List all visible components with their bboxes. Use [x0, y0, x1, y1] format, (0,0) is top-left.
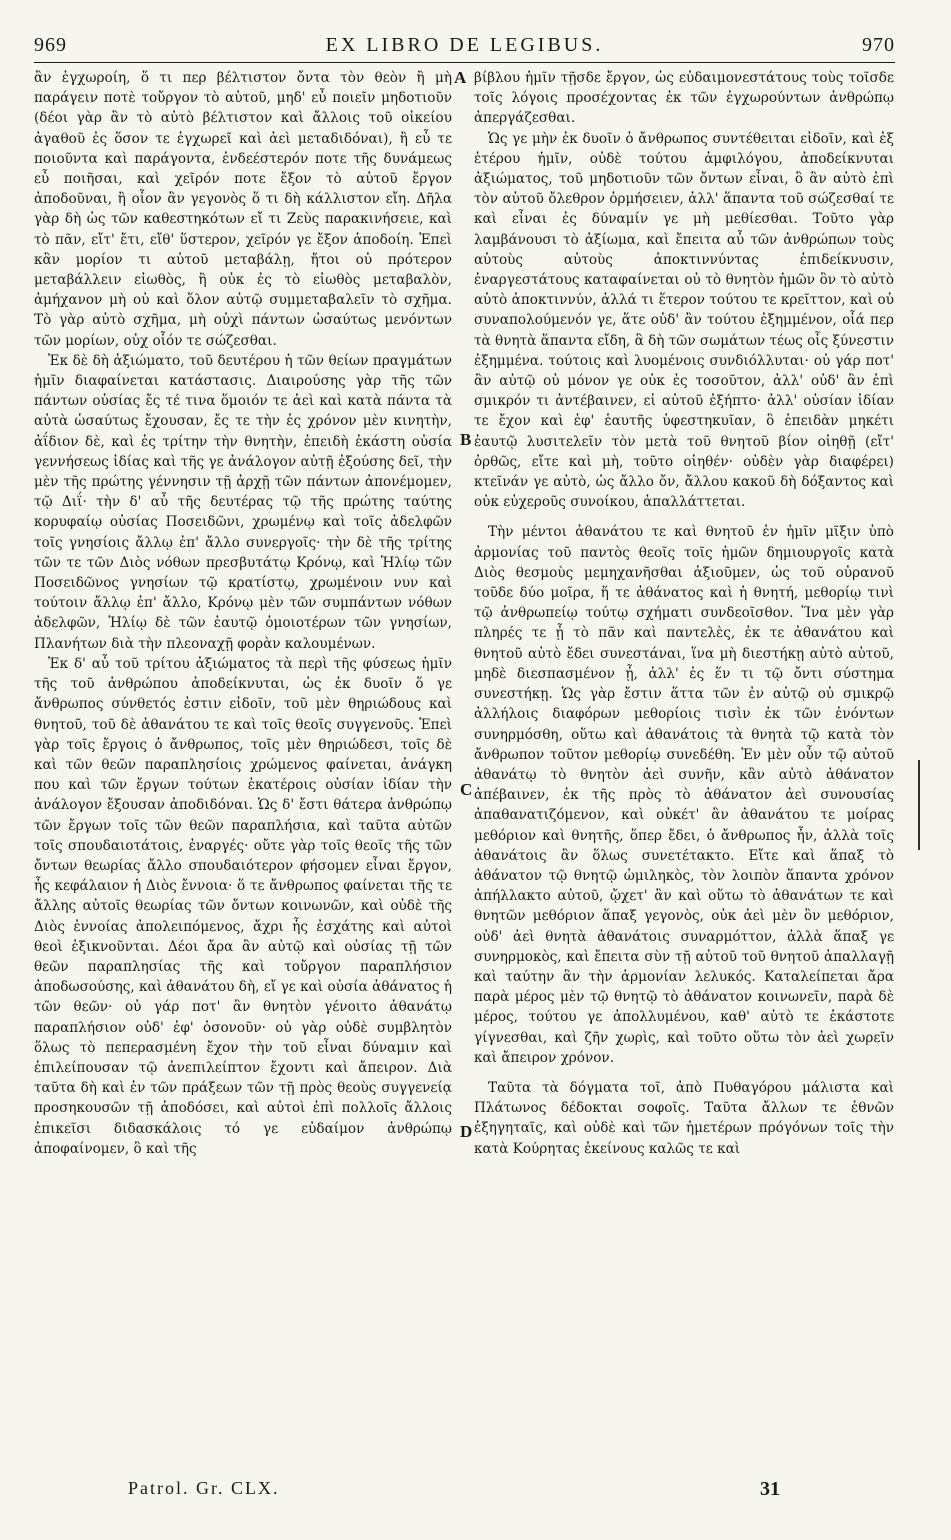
column-number-right: 970 — [862, 34, 895, 56]
paragraph: Τὴν μέντοι ἀθανάτου τε καὶ θνητοῦ ἐν ἡμῖν μῖξιν ὑπὸ ἁρμονίας τοῦ παντὸς θεοῖς τοῖς ἡμῶν δημιουργοῖς κατὰ Διὸς θεσμοὺς μεμηχανῆσθαι ἀξιοῦμεν, ὡς τοῦ οὐρανοῦ τοῦδε δύο μοῖρα, ἥ τε ἀθάνατος καὶ ἡ θνητή, μεθορίῳ τινὶ τῷ ἀνθρωπείῳ τούτῳ σχήματι συνδεοῖσθον. Ἵνα μὲν γὰρ πληρές τε ᾖ τὸ πᾶν καὶ παντελὲς, ἐκ τε ἀθανάτου καὶ θνητοῦ αὐτὸ ἔδει συνεστάναι, ἵνα μὴ διεστήκῃ αὐτὸ αὑτοῦ, μηδὲ διεσπασμένον ᾖ, ἀλλ' ἐς ἕν τι τῷ ὄντι σύστημα συνεστήκῃ. Ὡς γὰρ ἔστιν ἅττα τῶν ἐν αὐτῷ οὐ σμικρῷ ἀλλήλοις διαφόρων μεθορίοις τισὶν ἐκ τῶν ἐνόντων συνηρμόσθη, οὕτω καὶ ἀθανάτοις τὰ θνητὰ τῷ κατὰ τὸν ἄνθρωπον τοῦτον μεθορίῳ συνεδέθη. Ἐν μὲν οὖν τῷ αὐτοῦ ἀθανάτῳ τὸ θνητὸν ἀεὶ συνῆν, κἂν αὐτὸ ἀθάνατον ἀπέβαινεν, ἐκ τῆς πρὸς τὸ ἀθάνατον ἀεὶ συνουσίας ἀπαθανατιζόμενον, καὶ οὐκέτ' ἂν ἀθανάτου τε μοίρας μεθόριον καὶ θνητῆς, ὅπερ ἔδει, ὁ ἄνθρωπος ἦν, ἀλλὰ τοῖς ἀθανάτοις ἂν ὅλως συνετέτακτο. Εἴτε καὶ ἅπαξ τὸ ἀθάνατον τῷ θνητῷ ὡμιληκὸς, τὸν λοιπὸν ἅπαντα χρόνον ἀπήλλακτο αὐτοῦ, ᾤχετ' ἂν καὶ οὕτω τὸ ἀθανάτων τε καὶ θνητῶν μεθόριον ἅπαξ γεγονὸς, οὐκ ἀεὶ μὲν ὂν μεθόριον, οὐδ' ἀεὶ θνητὰ ἀθανάτοις συναρμόττον, ἀλλὰ ἅπαξ γε συνηρμοκὸς, καὶ ἔπειτα σὺν τῇ αὐτοῦ τοῦ θνητοῦ ἀπαλλαγῇ καὶ ταύτην ἂν τὴν ἁρμονίαν λελυκός. Καταλείπεται ἄρα παρὰ μέρος μὲν τῷ θνητῷ τὸ ἀθάνατον κοινωνεῖν, παρὰ δὲ μέρος, τούτου γε ἀπολλυμένου, καθ' αὑτὸ τε ἑκάστοτε γίγνεσθαι, καὶ ζῆν χωρὶς, καὶ τοῦτο οὕτω τὸν ἀεὶ χωρεῖν καὶ ἄπειρον χρόνον. — [474, 524, 894, 1066]
paragraph: Ὡς γε μὴν ἐκ δυοῖν ὁ ἄνθρωπος συντέθειται εἰδοῖν, καὶ ἐξ ἑτέρου ἡμῖν, οὐδὲ τούτου ἀμφιλόγου, ἀποδείκνυται ἀξιώματος, τοῦ μηδοτιοῦν τῶν ὄντων εἶναι, ὃ ἂν αὐτὸ ἐπὶ τὸν αὑτοῦ ὄλεθρον ὁρμήσειεν, ἀλλ' ἅπαντα τοῦ σώζεσθαί τε καὶ εἶναι ἐς δύναμίν γε μὴ μεθίεσθαι. Τοῦτο γὰρ λαμβάνουσι τὸ ἀξίωμα, καὶ ἔπειτα αὖ τῶν ἀνθρώπων τοὺς αὑτοὺς αὐτοὺς ἀποκτιννύντας ἐπιδείκνυσιν, ἐναργεστάτους καταφαίνεται οὐ τὸ θνητὸν ἡμῶν ὂν τὸ αὐτὸ αὑτὸ ἀποκτιννύν, ἀλλά τι ἕτερον τούτου τε κρεῖττον, καὶ οὐ συναπολούμενόν γε, ἅτε οὐδ' ἂν τούτου ἐξημμένον, οἷά περ τὰ θνητὰ ἅπαντα εἴδη, ἃ δὴ τῶν σωμάτων τέως οἷς ξύνεστιν ἐξημμένα. τούτοις καὶ λυομένοις συνδιόλλυται· οὐ γάρ ποτ' ἂν αὐτῷ οὐ μόνον γε οὐκ ἐς τοσοῦτον, ἀλλ' οὐδ' ἂν ἐπὶ σμικρόν τι ἀντέβαινεν, εἰ αὐτοῦ ἐξήπτο· ἀλλ' οὐσίαν ἰδίαν τε ἔχον καὶ ἐφ' ἑαυτῆς ὑφεστηκυῖαν, ὃ ἐπειδὰν μηκέτι ἑαυτῷ λυσιτελεῖν τὸν μετὰ τοῦ θνητοῦ βίον οἰηθῇ (εἴτ' ὀρθῶς, εἴτε καὶ μὴ, τοῦτο οἰηθέν· οὐδὲν γὰρ διαφέρει) κτεῖνάν γε αὐτὸ, ὡς ἄλλο ὄν, ἄλλου κακοῦ δὴ δόξαντος καὶ οὐκ εὐχεροῦς συνοίκου, ἀπαλλάττεται. — [474, 130, 894, 511]
margin-rule — [918, 760, 920, 850]
section-marker-c: C — [460, 780, 473, 799]
signature-mark: 31 — [760, 1478, 780, 1500]
paragraph: Ἐκ δὲ δὴ ἀξιώματο, τοῦ δευτέρου ἡ τῶν θείων πραγμάτων ἡμῖν διαφαίνεται κατάστασις. Διαιρούσης γὰρ τῆς τῶν πάντων οὐσίας ἔς τέ τινα ὅμοιόν τε ἀεὶ καὶ κατὰ πάντα τὰ αὐτὰ ὡσαύτως ἔχουσαν, ἔς τε τὴν ἐς χρόνον μὲν κινητὴν, ἀΐδιον δὲ, καὶ ἐς τρίτην τὴν θνητὴν, ἐπειδὴ ἑκάστη οὐσία γεννήσεως ἰδίας καὶ τῆς γε ἀνάλογον αὐτῇ ἐξούσης δεῖ, τὴν μὲν τῆς πρώτης γέννησιν τῇ ἀρχῇ τῶν πάντων ἀπονέμομεν, τῷ Διΐ· τὴν δ' αὖ τῆς δευτέρας τῷ τῆς πρώτης ταύτης κορυφαίῳ οὐσίας Ποσειδῶνι, χρωμένῳ καὶ τοῖς ἀδελφῶν τοῖς γνησίοις ἄλλῳ ἐπ' ἄλλο συνεργοῖς· τὴν δὲ τῆς τρίτης τῶν τε τῶν Διὸς νόθων πρεσβυτάτῳ Κρόνῳ, καὶ Ἡλίῳ τῶν Ποσειδῶνος γνησίων τῷ κρατίστῳ, χρωμένοιν νυν καὶ τούτοιν ἄλλῳ ἐπ' ἄλλο, Κρόνῳ μὲν τῶν συμπάντων νόθων ἀδελφῶν, Ἡλίῳ δὲ τῶν ἑαυτῷ ὁμοιοτέρων τῶν γνησίων, Πλανήτων διὰ τὴν πλεοναχῇ φορὰν καλουμένων. — [34, 352, 452, 652]
section-marker-d: D — [460, 1122, 473, 1141]
right-column — [474, 68, 894, 1159]
running-title: EX LIBRO DE LEGIBUS. — [325, 34, 604, 56]
running-header — [34, 34, 895, 63]
paragraph: βίβλου ἡμῖν τῇσδε ἔργον, ὡς εὐδαιμονεστάτους τοὺς τοῖσδε τοῖς λόγοις προσέχοντας ἐκ τῶν ἐγχωρούντων ἀνθρώπῳ ἀπεργάζεσθαι. — [474, 70, 894, 127]
section-marker-a: A — [454, 68, 467, 87]
footer-source: Patrol. Gr. CLX. — [128, 1478, 280, 1498]
section-marker-b: B — [460, 430, 472, 449]
paragraph: ἂν ἐγχωροίη, ὅ τι περ βέλτιστον ὄντα τὸν θεὸν ἢ μὴ παράγειν ποτὲ τοὔργον τὸ αὑτοῦ, μηδ' εὖ ποιεῖν μηδοτιοῦν (δέοι γὰρ ἂν τὸ αὐτὸ βέλτιστον καὶ ἄλλοις τοῦ οἰκείου ἀγαθοῦ ἐς ὅσον τε ἐγχωρεῖ καὶ ἀεὶ μεταδιδόναι), ἢ εὖ τε ποιοῦντα καὶ παράγοντα, ἐνδεέστερόν ποτε τῆς δυνάμεως εὖ ποιῆσαι, καὶ χεῖρόν ποτε ἔξον τὸ αὑτοῦ ἔργον ἀποδοῦναι, ἢ οἷον ἂν γεγονὸς ὅ τι δὴ κάλλιστον εἴη. Δῆλα γὰρ δὴ ὡς τῶν καθεστηκότων εἴ τι Ζεὺς παρακινήσειε, καὶ τὸ πᾶν, εἴτ' ἔτι, εἴθ' ὕστερον, χεῖρόν γε ἔξον ἀποδοίη. Ἐπεὶ κἂν μορίον τι αὐτοῦ μεταβάλῃ, ἤτοι οὐ πρότερον μεταβάλλειν εἰωθὸς, ἢ οὐκ ἐς τὸ εἰωθὸς μεταβαλὸν, ἀμήχανον μὴ οὐ καὶ ὅλον αὐτῷ συμμεταβαλεῖν τὸ σχῆμα. Τὸ γὰρ αὐτὸ σχῆμα, μὴ οὐχὶ πάντων ὡσαύτως μενόντων τῶν μορίων, οὐχ οἷόν τε σώζεσθαι. — [34, 70, 452, 349]
column-number-left: 969 — [34, 34, 67, 56]
left-column — [34, 68, 452, 1159]
paragraph: Ταῦτα τὰ δόγματα τοῖ, ἀπὸ Πυθαγόρου μάλιστα καὶ Πλάτωνος δέδοκται σοφοῖς. Ταῦτα ἄλλων τε ἐθνῶν ἐξηγηταῖς, καὶ οὐδὲ καὶ τῶν ἡμετέρων πρόγόνων τοῖς τὴν κατὰ Κούρητας ἐκείνους καλῶς τε καὶ — [474, 1079, 894, 1157]
paragraph: Ἐκ δ' αὖ τοῦ τρίτου ἀξιώματος τὰ περὶ τῆς φύσεως ἡμῖν τῆς τοῦ ἀνθρώπου ἀποδείκνυται, ὡς ἐκ δυοῖν ὅ γε ἄνθρωπος σύνθετός ἐστιν εἰδοῖν, τοῦ μὲν θηριώδους καὶ θνητοῦ, τοῦ δὲ ἀθανάτου τε καὶ τοῖς θεοῖς συγγενοῦς. Ἐπεὶ γὰρ τοῖς ἔργοις ὁ ἄνθρωπος, τοῖς μὲν θηριώδεσι, τοῖς δὲ καὶ τῶν θεῶν παραπλησίοις χρώμενος φαίνεται, ἀνάγκη που καὶ τῶν ἔργων τούτων ἑκατέροις οὐσίαν ἰδίαν τὴν ἀνάλογον ἔξουσαν ἀποδιδόναι. Ὡς δ' ἔστι θάτερα ἀνθρώπῳ τῶν ἔργων τοῖς τῶν θεῶν παραπλήσια, καὶ ταῦτα αὐτῶν τοῖς σπουδαιοτάτοις, ἐναργές· οὔτε γὰρ τοῖς θεοῖς τῆς τῶν ὄντων θεωρίας ἄλλο σπουδαιότερον φήσομεν εἶναι ἔργον, ἧς κεφάλαιον ἡ Διὸς ἔννοια· ὅ τε ἄνθρωπος φαίνεται τῆς τε ἄλλης αὐτοῖς θεωρίας τῶν ὄντων κοινωνῶν, καὶ οὐδὲ τῆς Διὸς ἐννοίας ἀπολειπόμενος, ἄχρι ἧς ἐσχάτης καὶ αὐτοὶ θεοὶ ἐξικνοῦνται. Δέοι ἄρα ἂν αὐτῷ καὶ οὐσίας τῇ τῶν θεῶν παραπλησίας τῆς καὶ τοὔργον παραπλήσιον ἀποδωσούσης, καὶ ἀθανάτου δὴ, εἴ γε καὶ οὐσία ἀθάνατος ἡ τῶν θεῶν· οὐ γάρ ποτ' ἂν θνητὸν γένοιτο ἀθανάτῳ παραπλήσιον οὐδ' ἐφ' ὁσονοῦν· οὐ γὰρ οὐδὲ συμβλητὸν ὅλως τὸ πεπερασμένη ἔχον τὴν τοῦ εἶναι δύναμιν καὶ ἐπιλείπουσαν τῷ ἀνεπιλείπτον ἔχοντι καὶ ἄπειρον. Διὰ ταῦτα δὴ καὶ ἐν τῶν πράξεων τῶν τῇ πρὸς θεοὺς συγγενείᾳ προσηκουσῶν τῇ ἀποδόσει, καὶ αὐτοὶ ἐπὶ πολλοῖς ἄλλοις ἐπικεῖσι διδασκάλοις τό γε εὐδαίμον ἀνθρώπῳ ἀποφαίνομεν, ὃ καὶ τῆς — [34, 655, 452, 1157]
